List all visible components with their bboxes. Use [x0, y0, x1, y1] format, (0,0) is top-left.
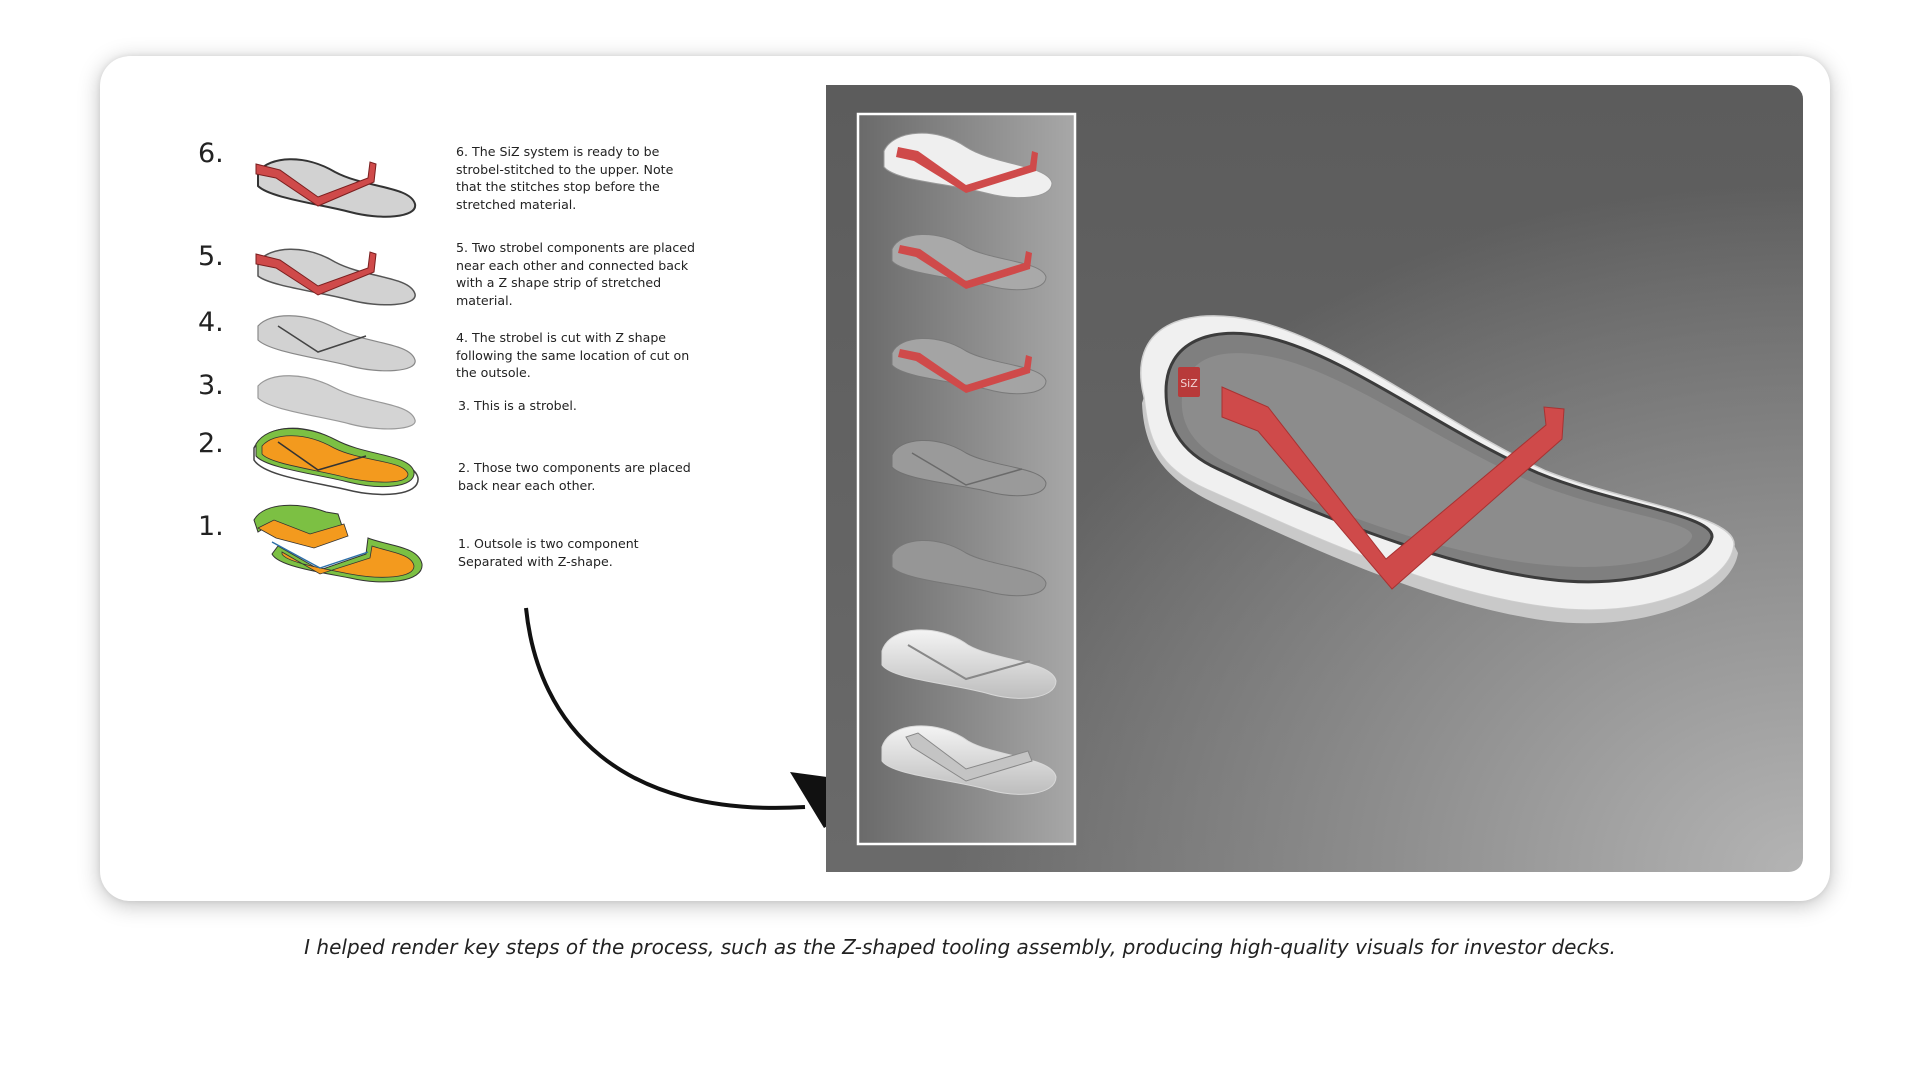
step-6-number: 6.	[198, 138, 224, 169]
step-2-number: 2.	[198, 428, 224, 459]
step-6-strobel-with-strap-illustration	[250, 142, 420, 222]
render-artwork	[826, 85, 1803, 872]
large-siz-strobel-render	[1141, 316, 1738, 623]
project-card	[100, 56, 1830, 901]
step-4-number: 4.	[198, 307, 224, 338]
step-5-strobel-components-illustration	[250, 234, 420, 310]
step-3-description: 3. This is a strobel.	[458, 398, 577, 413]
image-caption: I helped render key steps of the process, such as the Z-shaped tooling assembly, producing high-quality visuals for investor decks.	[304, 935, 1616, 959]
step-2-outsole-assembled-illustration	[248, 420, 424, 500]
step-4-description: 4. The strobel is cut with Z shape following the same location of cut on the outsole.	[456, 330, 690, 380]
step-5-description: 5. Two strobel components are placed near each other and connected back with a Z shape strip of stretched material.	[456, 240, 696, 308]
step-1-description: 1. Outsole is two component Separated with Z-shape.	[458, 536, 639, 569]
step-2-description: 2. Those two components are placed back near each other.	[458, 460, 691, 493]
siz-logo-text: SiZ	[1180, 377, 1198, 390]
step-1-outsole-separated-illustration	[248, 498, 428, 590]
step-6-description: 6. The SiZ system is ready to be strobel-stitched to the upper. Note that the stitches stop before the stretched material.	[456, 144, 674, 212]
step-4-strobel-z-cut-illustration	[250, 306, 420, 376]
process-steps-diagram	[100, 56, 920, 901]
render-panel	[826, 85, 1803, 872]
step-5-number: 5.	[198, 241, 224, 272]
step-1-number: 1.	[198, 511, 224, 542]
step-3-number: 3.	[198, 370, 224, 401]
